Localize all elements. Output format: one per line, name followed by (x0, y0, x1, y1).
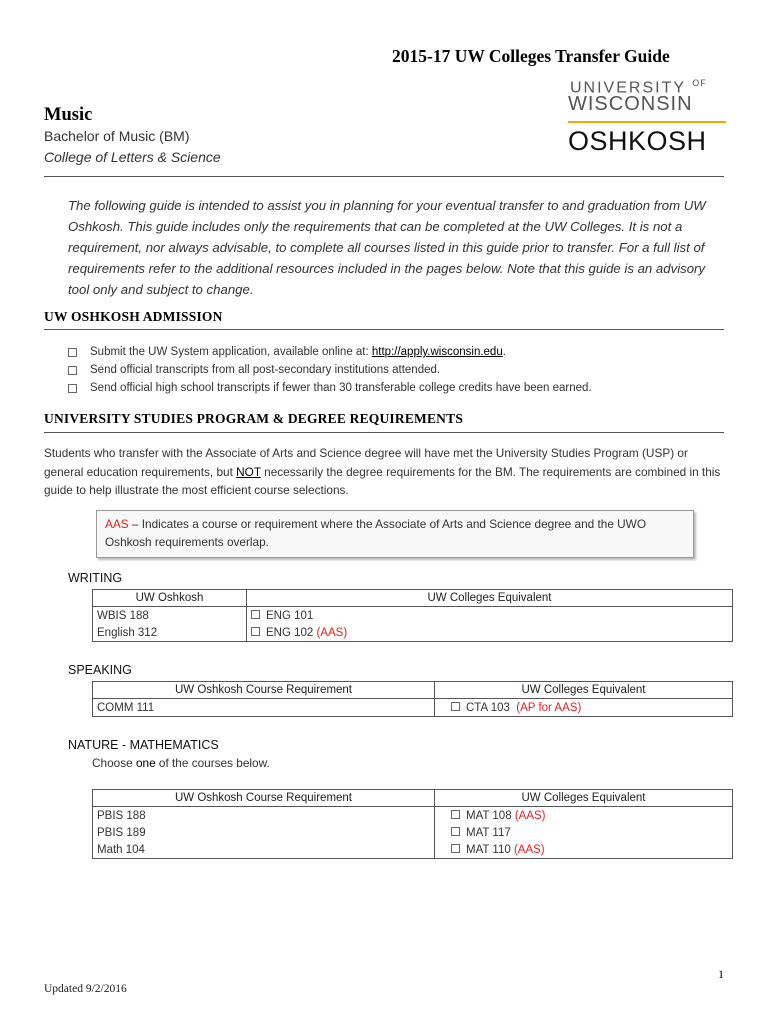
aas-description: – Indicates a course or requirement where the Associate of Arts and Science degree and the UWO Oshkosh requirements overlap. (105, 517, 646, 549)
emphasis-not: NOT (236, 464, 261, 479)
degree-name: Bachelor of Music (BM) (44, 128, 190, 144)
checkbox-icon[interactable] (68, 384, 77, 393)
checkbox-icon[interactable] (451, 810, 460, 819)
aas-legend-box (96, 510, 694, 558)
table-row: WBIS 188 ENG 101 (93, 607, 733, 625)
page-number: 1 (718, 967, 724, 981)
col-uw-oshkosh: UW Oshkosh (93, 590, 247, 607)
table-row: PBIS 189 MAT 117 (93, 824, 733, 841)
col-uwo-requirement: UW Oshkosh Course Requirement (93, 790, 435, 807)
col-uw-colleges-equivalent: UW Colleges Equivalent (435, 790, 733, 807)
aas-label: AAS (105, 517, 129, 531)
header-divider (44, 176, 724, 177)
guide-title: 2015-17 UW Colleges Transfer Guide (392, 46, 670, 66)
checkbox-icon[interactable] (251, 627, 260, 636)
col-uw-colleges-equivalent: UW Colleges Equivalent (435, 682, 733, 699)
uwo-logo (568, 78, 728, 162)
math-instruction: Choose one of the courses below. (92, 756, 270, 770)
logo-wisconsin: WISCONSIN (568, 93, 693, 115)
table-row: PBIS 188 MAT 108 (AAS) (93, 807, 733, 825)
checkbox-icon[interactable] (451, 702, 460, 711)
speaking-table (92, 681, 733, 717)
updated-date: Updated 9/2/2016 (44, 983, 127, 995)
requirements-heading: UNIVERSITY STUDIES PROGRAM & DEGREE REQUIREMENTS (44, 411, 464, 426)
admission-divider (44, 329, 724, 330)
checkbox-icon[interactable] (251, 610, 260, 619)
math-heading: NATURE - MATHEMATICS (68, 738, 219, 752)
apply-link[interactable]: http://apply.wisconsin.edu (371, 346, 503, 358)
logo-oshkosh: OSHKOSH (568, 126, 707, 156)
admission-item: Send official transcripts from all post-secondary institutions attended. (68, 361, 592, 379)
admission-list (68, 343, 592, 397)
writing-table (92, 589, 733, 642)
col-uw-colleges-equivalent: UW Colleges Equivalent (247, 590, 733, 607)
table-row: COMM 111 CTA 103 (AP for AAS) (93, 699, 733, 717)
checkbox-icon[interactable] (451, 844, 460, 853)
admission-item: Submit the UW System application, available online at: http://apply.wisconsin.edu. (68, 343, 592, 361)
table-header-row (93, 590, 733, 607)
col-uwo-requirement: UW Oshkosh Course Requirement (93, 682, 435, 699)
speaking-heading: SPEAKING (68, 663, 132, 677)
logo-accent-bar (568, 121, 726, 123)
table-row: Math 104 MAT 110 (AAS) (93, 841, 733, 859)
table-header-row (93, 790, 733, 807)
college-name: College of Letters & Science (44, 149, 221, 165)
logo-of: OF (692, 78, 707, 88)
admission-item: Send official high school transcripts if fewer than 30 transferable college credits have been earned. (68, 379, 592, 397)
math-table (92, 789, 733, 859)
table-header-row (93, 682, 733, 699)
checkbox-icon[interactable] (68, 348, 77, 357)
writing-heading: WRITING (68, 571, 123, 585)
table-row: English 312 ENG 102 (AAS) (93, 624, 733, 642)
logo-university: UNIVERSITY (570, 79, 686, 97)
program-name: Music (44, 105, 93, 125)
intro-paragraph: The following guide is intended to assist you in planning for your eventual transfer to and graduation from UW Oshkosh. This guide includes only the requirements that can be completed at the UW Colleges. It is not a requirement, nor always advisable, to complete all courses listed in this guide prior to transfer. For a full list of requirements refer to the additional resources included in the pages below. Note that this guide is an advisory tool only and subject to change. (68, 198, 706, 297)
checkbox-icon[interactable] (451, 827, 460, 836)
admission-heading: UW OSHKOSH ADMISSION (44, 309, 223, 324)
checkbox-icon[interactable] (68, 366, 77, 375)
requirements-description: Students who transfer with the Associate of Arts and Science degree will have met the University Studies Program (USP) or general education requirements, but NOT necessarily the degree requirements for the BM. The requirements are combined in this guide to help illustrate the most efficient course selections. (44, 446, 721, 497)
requirements-divider (44, 432, 724, 433)
